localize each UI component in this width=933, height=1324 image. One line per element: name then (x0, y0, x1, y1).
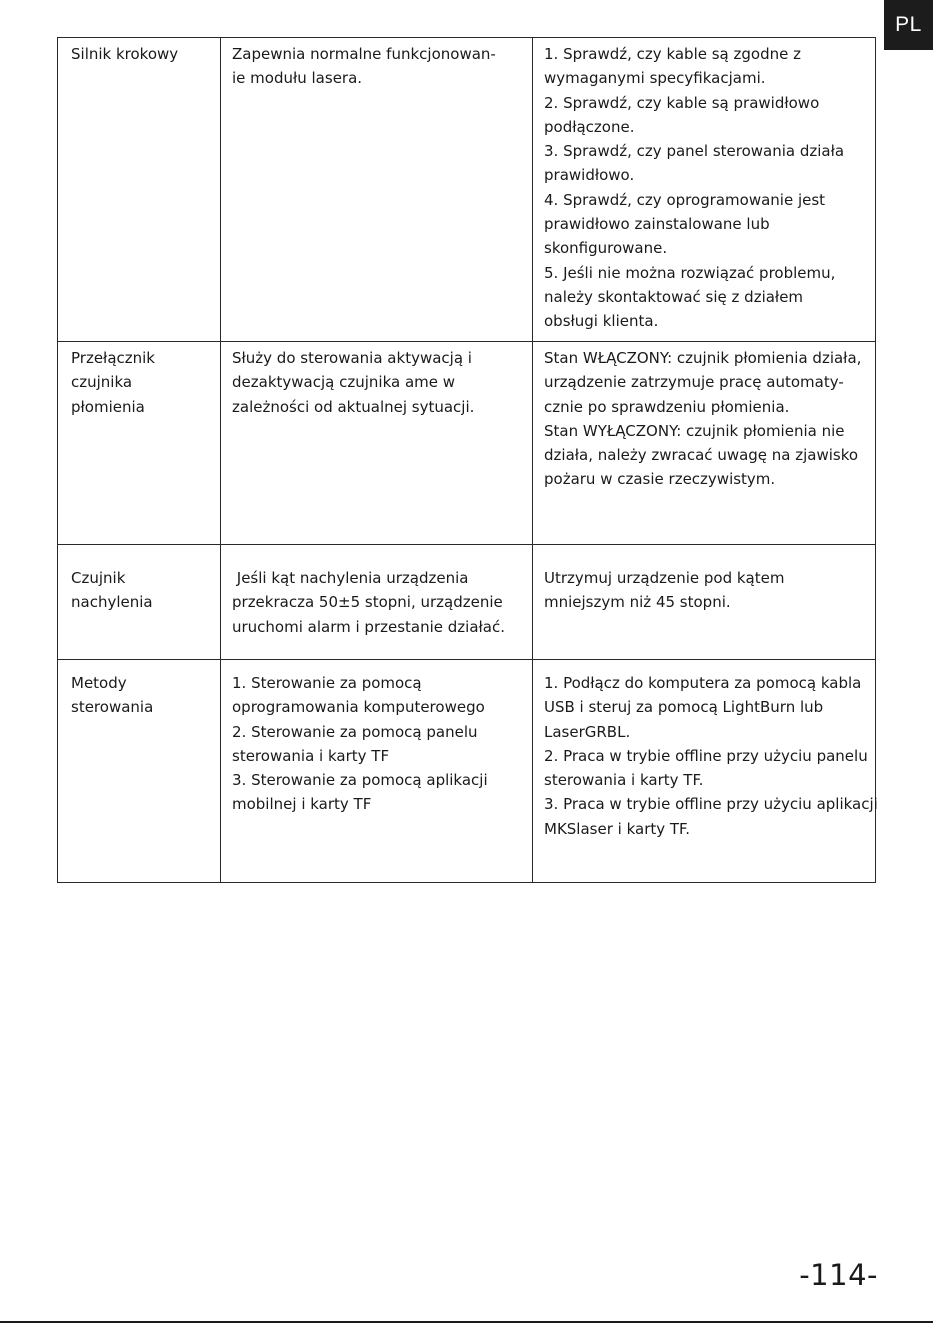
notes-text: mniejszym niż 45 stopni. (544, 593, 731, 612)
function-cell (221, 660, 533, 883)
notes-text: prawidłowo zainstalowane lub (544, 215, 770, 234)
notes-text: MKSlaser i karty TF. (544, 819, 691, 838)
notes-text: Stan WŁĄCZONY: czujnik płomienia działa, (544, 349, 862, 367)
notes-text: USB i steruj za pomocą LightBurn lub (544, 698, 824, 717)
component-name: Przełącznik (71, 349, 155, 367)
function-cell (221, 342, 533, 545)
function-text: 2. Sterowanie za pomocą panelu (232, 722, 478, 741)
component-name-cell (58, 342, 221, 545)
notes-text: 3. Praca w trybie offline przy użyciu aplikacji (544, 795, 878, 814)
notes-text: działa, należy zwracać uwagę na zjawisko (544, 446, 859, 465)
function-text: ie modułu lasera. (232, 69, 363, 88)
notes-cell (533, 38, 876, 342)
function-text: przekracza 50±5 stopni, urządzenie (232, 593, 503, 612)
notes-text: 2. Sprawdź, czy kable są prawidłowo (544, 93, 820, 112)
notes-text: pożaru w czasie rzeczywistym. (544, 470, 776, 489)
table-row (58, 660, 876, 883)
notes-cell (533, 660, 876, 883)
component-name: czujnika (71, 373, 133, 392)
function-text: 3. Sterowanie za pomocą aplikacji (232, 771, 488, 790)
function-text: Jeśli kąt nachylenia urządzenia (232, 569, 469, 587)
notes-text: urządzenie zatrzymuje pracę automaty- (544, 373, 844, 392)
notes-text: sterowania i karty TF. (544, 771, 704, 790)
notes-text: obsługi klienta. (544, 312, 659, 331)
notes-text: 3. Sprawdź, czy panel sterowania działa (544, 142, 845, 161)
notes-cell (533, 545, 876, 660)
notes-text: cznie po sprawdzeniu płomienia. (544, 397, 790, 416)
component-name: Czujnik (71, 569, 126, 587)
notes-text: 1. Podłącz do komputera za pomocą kabla (544, 674, 862, 692)
component-name: Silnik krokowy (71, 45, 179, 63)
function-text: sterowania i karty TF (232, 746, 390, 765)
notes-text: należy skontaktować się z działem (544, 287, 804, 306)
notes-cell (533, 342, 876, 545)
component-name-cell (58, 660, 221, 883)
notes-text: LaserGRBL. (544, 722, 631, 741)
notes-text: 5. Jeśli nie można rozwiązać problemu, (544, 263, 836, 282)
page-number: -114- (799, 1258, 878, 1292)
function-cell (221, 545, 533, 660)
notes-text: podłączone. (544, 117, 635, 136)
table-row (58, 38, 876, 342)
function-text: Zapewnia normalne funkcjonowan- (232, 45, 496, 63)
component-name-cell (58, 38, 221, 342)
notes-text: prawidłowo. (544, 166, 635, 185)
component-name: płomienia (71, 397, 145, 416)
function-text: mobilnej i karty TF (232, 795, 372, 814)
component-name: sterowania (71, 698, 154, 717)
table-row (58, 342, 876, 545)
notes-text: 2. Praca w trybie offline przy użyciu panelu (544, 746, 868, 765)
notes-text: 4. Sprawdź, czy oprogramowanie jest (544, 190, 826, 209)
notes-text: 1. Sprawdź, czy kable są zgodne z (544, 45, 801, 63)
language-tab: PL (884, 0, 933, 50)
function-text: dezaktywacją czujnika ame w (232, 373, 456, 392)
bottom-divider (0, 1321, 933, 1323)
component-name: Metody (71, 674, 127, 692)
notes-text: Stan WYŁĄCZONY: czujnik płomienia nie (544, 421, 845, 440)
function-text: oprogramowania komputerowego (232, 698, 485, 717)
notes-text: Utrzymuj urządzenie pod kątem (544, 569, 785, 587)
notes-text: skonfigurowane. (544, 239, 668, 258)
component-name-cell (58, 545, 221, 660)
table-row (58, 545, 876, 660)
function-text: zależności od aktualnej sytuacji. (232, 397, 475, 416)
component-name: nachylenia (71, 593, 153, 612)
function-text: 1. Sterowanie za pomocą (232, 674, 422, 692)
function-text: Służy do sterowania aktywacją i (232, 349, 472, 367)
function-text: uruchomi alarm i przestanie działać. (232, 617, 506, 636)
notes-text: wymaganymi specyfikacjami. (544, 69, 766, 88)
function-cell (221, 38, 533, 342)
spec-table (57, 37, 876, 883)
